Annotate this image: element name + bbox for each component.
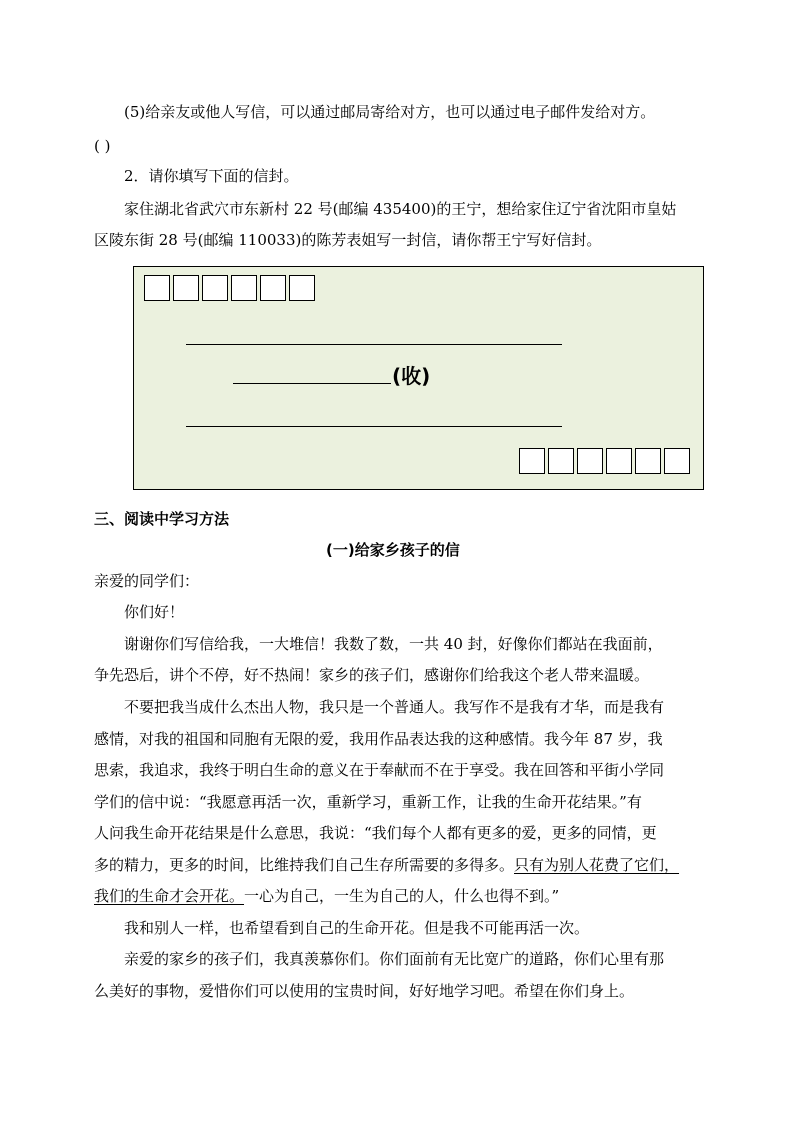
task-text-line-2: 区陵东街 28 号(邮编 110033)的陈芳表姐写一封信，请你帮王宁写好信封。 [94,231,602,249]
paragraph-2-line-3: 思索，我追求，我终于明白生命的意义在于奉献而不在于享受。我在回答和平街小学同 [94,761,665,779]
question-5: (5)给亲友或他人写信，可以通过邮局寄给对方，也可以通过电子邮件发给对方。 [124,103,656,121]
paragraph-1-line-2: 争先恐后，讲个不停，好不热闹！家乡的孩子们，感谢你们给我这个老人带来温暖。 [94,666,650,684]
postcode-box[interactable] [173,275,199,301]
postcode-box[interactable] [289,275,315,301]
question-2: 2．请你填写下面的信封。 [124,167,299,185]
paragraph-2-line-2: 感情，对我的祖国和同胞有无限的爱，我用作品表达我的这种感情。我今年 87 岁，我 [94,730,663,748]
paragraph-2-line-6 [94,855,679,875]
paragraph-2-line-7 [94,886,559,906]
postcode-box[interactable] [548,448,574,474]
greeting: 你们好！ [124,603,185,621]
task-text-line-1: 家住湖北省武穴市东新村 22 号(邮编 435400)的王宁，想给家住辽宁省沈阳市皇姑 [124,200,677,218]
postcode-box[interactable] [144,275,170,301]
postcode-box[interactable] [260,275,286,301]
paragraph-2-line-1: 不要把我当成什么杰出人物，我只是一个普通人。我写作不是我有才华，而是我有 [124,698,665,716]
answer-blank[interactable]: ( ) [94,137,111,155]
paragraph-4-line-2: 么美好的事物，爱惜你们可以使用的宝贵时间，好好地学习吧。希望在你们身上。 [94,982,635,1000]
postcode-box[interactable] [231,275,257,301]
section-heading: 三、阅读中学习方法 [94,510,230,528]
sender-address-line[interactable] [186,426,562,427]
paragraph-2-line-5: 人问我生命开花结果是什么意思，我说：“我们每个人都有更多的爱，更多的同情，更 [94,824,657,842]
receiver-address-line[interactable] [186,344,562,345]
postcode-boxes-top [144,275,318,301]
postcode-box[interactable] [577,448,603,474]
paragraph-3: 我和别人一样，也希望看到自己的生命开花。但是我不可能再活一次。 [124,919,590,937]
postcode-box[interactable] [606,448,632,474]
paragraph-2-line-7-text: 一心为自己，一生为自己的人，什么也得不到。” [244,887,560,905]
receiver-suffix: (收) [392,364,431,388]
postcode-boxes-bottom [519,448,693,474]
article-title: (一)给家乡孩子的信 [326,541,460,559]
postcode-box[interactable] [664,448,690,474]
postcode-box[interactable] [635,448,661,474]
underlined-sentence-part-2: 我们的生命才会开花。 [94,887,245,905]
postcode-box[interactable] [519,448,545,474]
postcode-box[interactable] [202,275,228,301]
receiver-name-line[interactable] [233,383,391,384]
paragraph-4-line-1: 亲爱的家乡的孩子们，我真羡慕你们。你们面前有无比宽广的道路，你们心里有那 [124,950,665,968]
paragraph-2-line-4: 学们的信中说：“我愿意再活一次，重新学习，重新工作，让我的生命开花结果。”有 [94,793,642,811]
salutation: 亲爱的同学们： [94,572,200,590]
paragraph-2-line-6-text: 多的精力，更多的时间，比维持我们自己生存所需要的多得多。 [94,856,515,874]
underlined-sentence-part-1: 只有为别人花费了它们， [514,856,680,874]
paragraph-1-line-1: 谢谢你们写信给我，一大堆信！我数了数，一共 40 封，好像你们都站在我面前， [124,635,663,653]
